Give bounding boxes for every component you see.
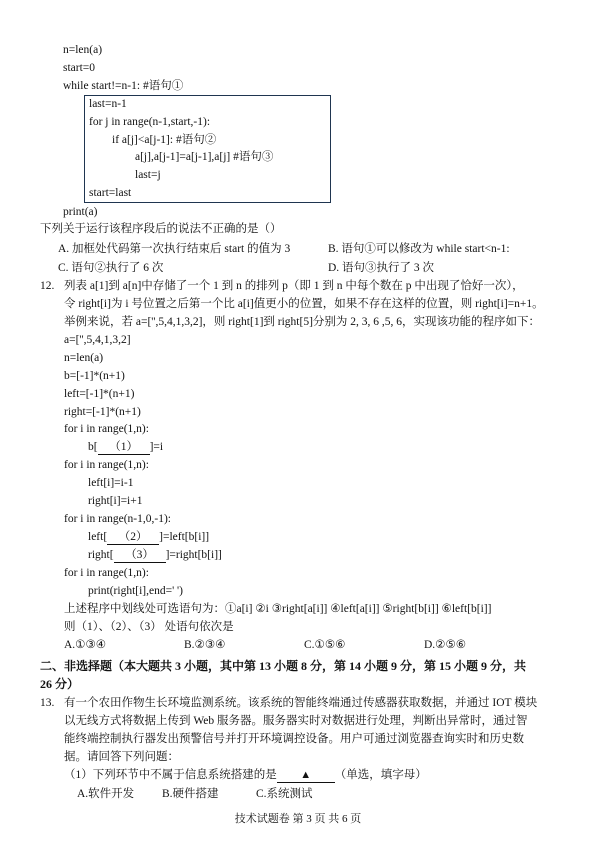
- q12-order: 则（1）、（2）、（3） 处语句依次是: [64, 621, 234, 633]
- q13-sub1-option-a: A.软件开发: [77, 788, 135, 800]
- page-footer: 技术试题卷 第 3 页 共 6 页: [234, 813, 362, 825]
- answer-blank-3[interactable]: （3）: [114, 549, 166, 563]
- code-line: while start!=n-1: #语句①: [63, 80, 184, 92]
- code-line: for i in range(n-1,0,-1):: [64, 513, 171, 525]
- code-text: b[: [88, 441, 98, 453]
- q12-stem-line: 列表 a[1]到 a[n]中存储了一个 1 到 n 的排列 p（即 1 到 n 中每个数在 p 中出现了恰好一次），: [64, 280, 524, 292]
- q13-stem-line: 能终端控制执行器发出预警信号并打开环境调控设备。用户可通过浏览器查询实时和历史数: [64, 733, 524, 745]
- code-line: left=[-1]*(n+1): [64, 388, 135, 400]
- q12-stem-line: 令 right[i]为 i 号位置之后第一个比 a[i]值更小的位置，如果不存在这样的位置，则 right[i]=n+1。: [64, 298, 544, 310]
- code-line: a[j],a[j-1]=a[j-1],a[j] #语句③: [135, 151, 274, 163]
- code-text: ]=i: [149, 441, 164, 453]
- code-line: print(right[i],end=' '): [88, 585, 183, 597]
- q13-number: 13.: [40, 697, 55, 709]
- code-text: right[: [88, 549, 114, 561]
- code-line: last=j: [135, 169, 161, 181]
- section-title-cont: 26 分）: [40, 677, 80, 691]
- q13-sub1: [64, 768, 427, 783]
- code-text: ]=left[b[i]]: [159, 531, 210, 543]
- code-line: print(a): [63, 206, 98, 218]
- code-line: n=len(a): [64, 352, 104, 364]
- answer-blank-triangle[interactable]: ▲: [277, 769, 335, 783]
- q13-sub1-text: （单选，填字母）: [334, 769, 427, 781]
- code-line: left[i]=i-1: [88, 477, 134, 489]
- q11-option-c: C. 语句②执行了 6 次: [58, 262, 164, 274]
- q12-option-c: C.①⑤⑥: [304, 639, 346, 651]
- code-line-blank-1: [88, 440, 163, 455]
- code-line: right=[-1]*(n+1): [64, 406, 141, 418]
- code-line-blank-3: [88, 548, 222, 563]
- q13-stem-line: 以无线方式将数据上传到 Web 服务器。服务器实时对数据进行处理，判断出异常时，通过智: [64, 715, 528, 727]
- code-line: start=0: [63, 62, 96, 74]
- code-line: a=['',5,4,1,3,2]: [64, 334, 131, 346]
- q11-option-d: D. 语句③执行了 3 次: [328, 262, 435, 274]
- code-line: if a[j]<a[j-1]: #语句②: [112, 134, 217, 146]
- code-line: right[i]=i+1: [88, 495, 143, 507]
- q11-option-b: B. 语句①可以修改为 while start<n-1:: [328, 243, 510, 255]
- q13-sub1-option-b: B.硬件搭建: [162, 788, 219, 800]
- code-line: start=last: [89, 187, 132, 199]
- code-line: for j in range(n-1,start,-1):: [89, 116, 211, 128]
- answer-blank-2[interactable]: （2）: [107, 531, 159, 545]
- q12-choices: 上述程序中划线处可选语句为：①a[i] ②i ③right[a[i]] ④left[a[i]] ⑤right[b[i]] ⑥left[b[i]]: [64, 603, 492, 615]
- code-line: for i in range(1,n):: [64, 423, 149, 435]
- q13-stem-line: 有一个农田作物生长环境监测系统。该系统的智能终端通过传感器获取数据，并通过 IOT 模块: [64, 697, 538, 709]
- answer-blank-1[interactable]: （1）: [98, 441, 150, 455]
- q11-stem: 下列关于运行该程序段后的说法不正确的是（）: [40, 223, 282, 235]
- section-title: 二、非选择题（本大题共 3 小题，其中第 13 小题 8 分，第 14 小题 9 分，第 15 小题 9 分，共: [40, 659, 527, 673]
- code-line: for i in range(1,n):: [64, 567, 149, 579]
- code-text: ]=right[b[i]]: [165, 549, 222, 561]
- q11-option-a: A. 加框处代码第一次执行结束后 start 的值为 3: [58, 243, 291, 255]
- code-text: left[: [88, 531, 108, 543]
- q13-stem-line: 据。请回答下列问题：: [64, 751, 179, 763]
- q12-number: 12.: [40, 280, 55, 292]
- q12-option-d: D.②⑤⑥: [424, 639, 467, 651]
- q12-option-b: B.②③④: [184, 639, 226, 651]
- code-line: last=n-1: [89, 98, 127, 110]
- code-line: n=len(a): [63, 44, 103, 56]
- code-line: for i in range(1,n):: [64, 459, 149, 471]
- code-line: b=[-1]*(n+1): [64, 370, 125, 382]
- q12-option-a: A.①③④: [64, 639, 107, 651]
- q13-sub1-option-c: C.系统测试: [256, 788, 313, 800]
- q12-stem-line: 举例来说，若 a=['',5,4,1,3,2]，则 right[1]到 right[5]分别为 2, 3, 6 ,5, 6，实现该功能的程序如下：: [64, 316, 541, 328]
- code-line-blank-2: [88, 530, 209, 545]
- q13-sub1-text: （1）下列环节中不属于信息系统搭建的是: [64, 769, 277, 781]
